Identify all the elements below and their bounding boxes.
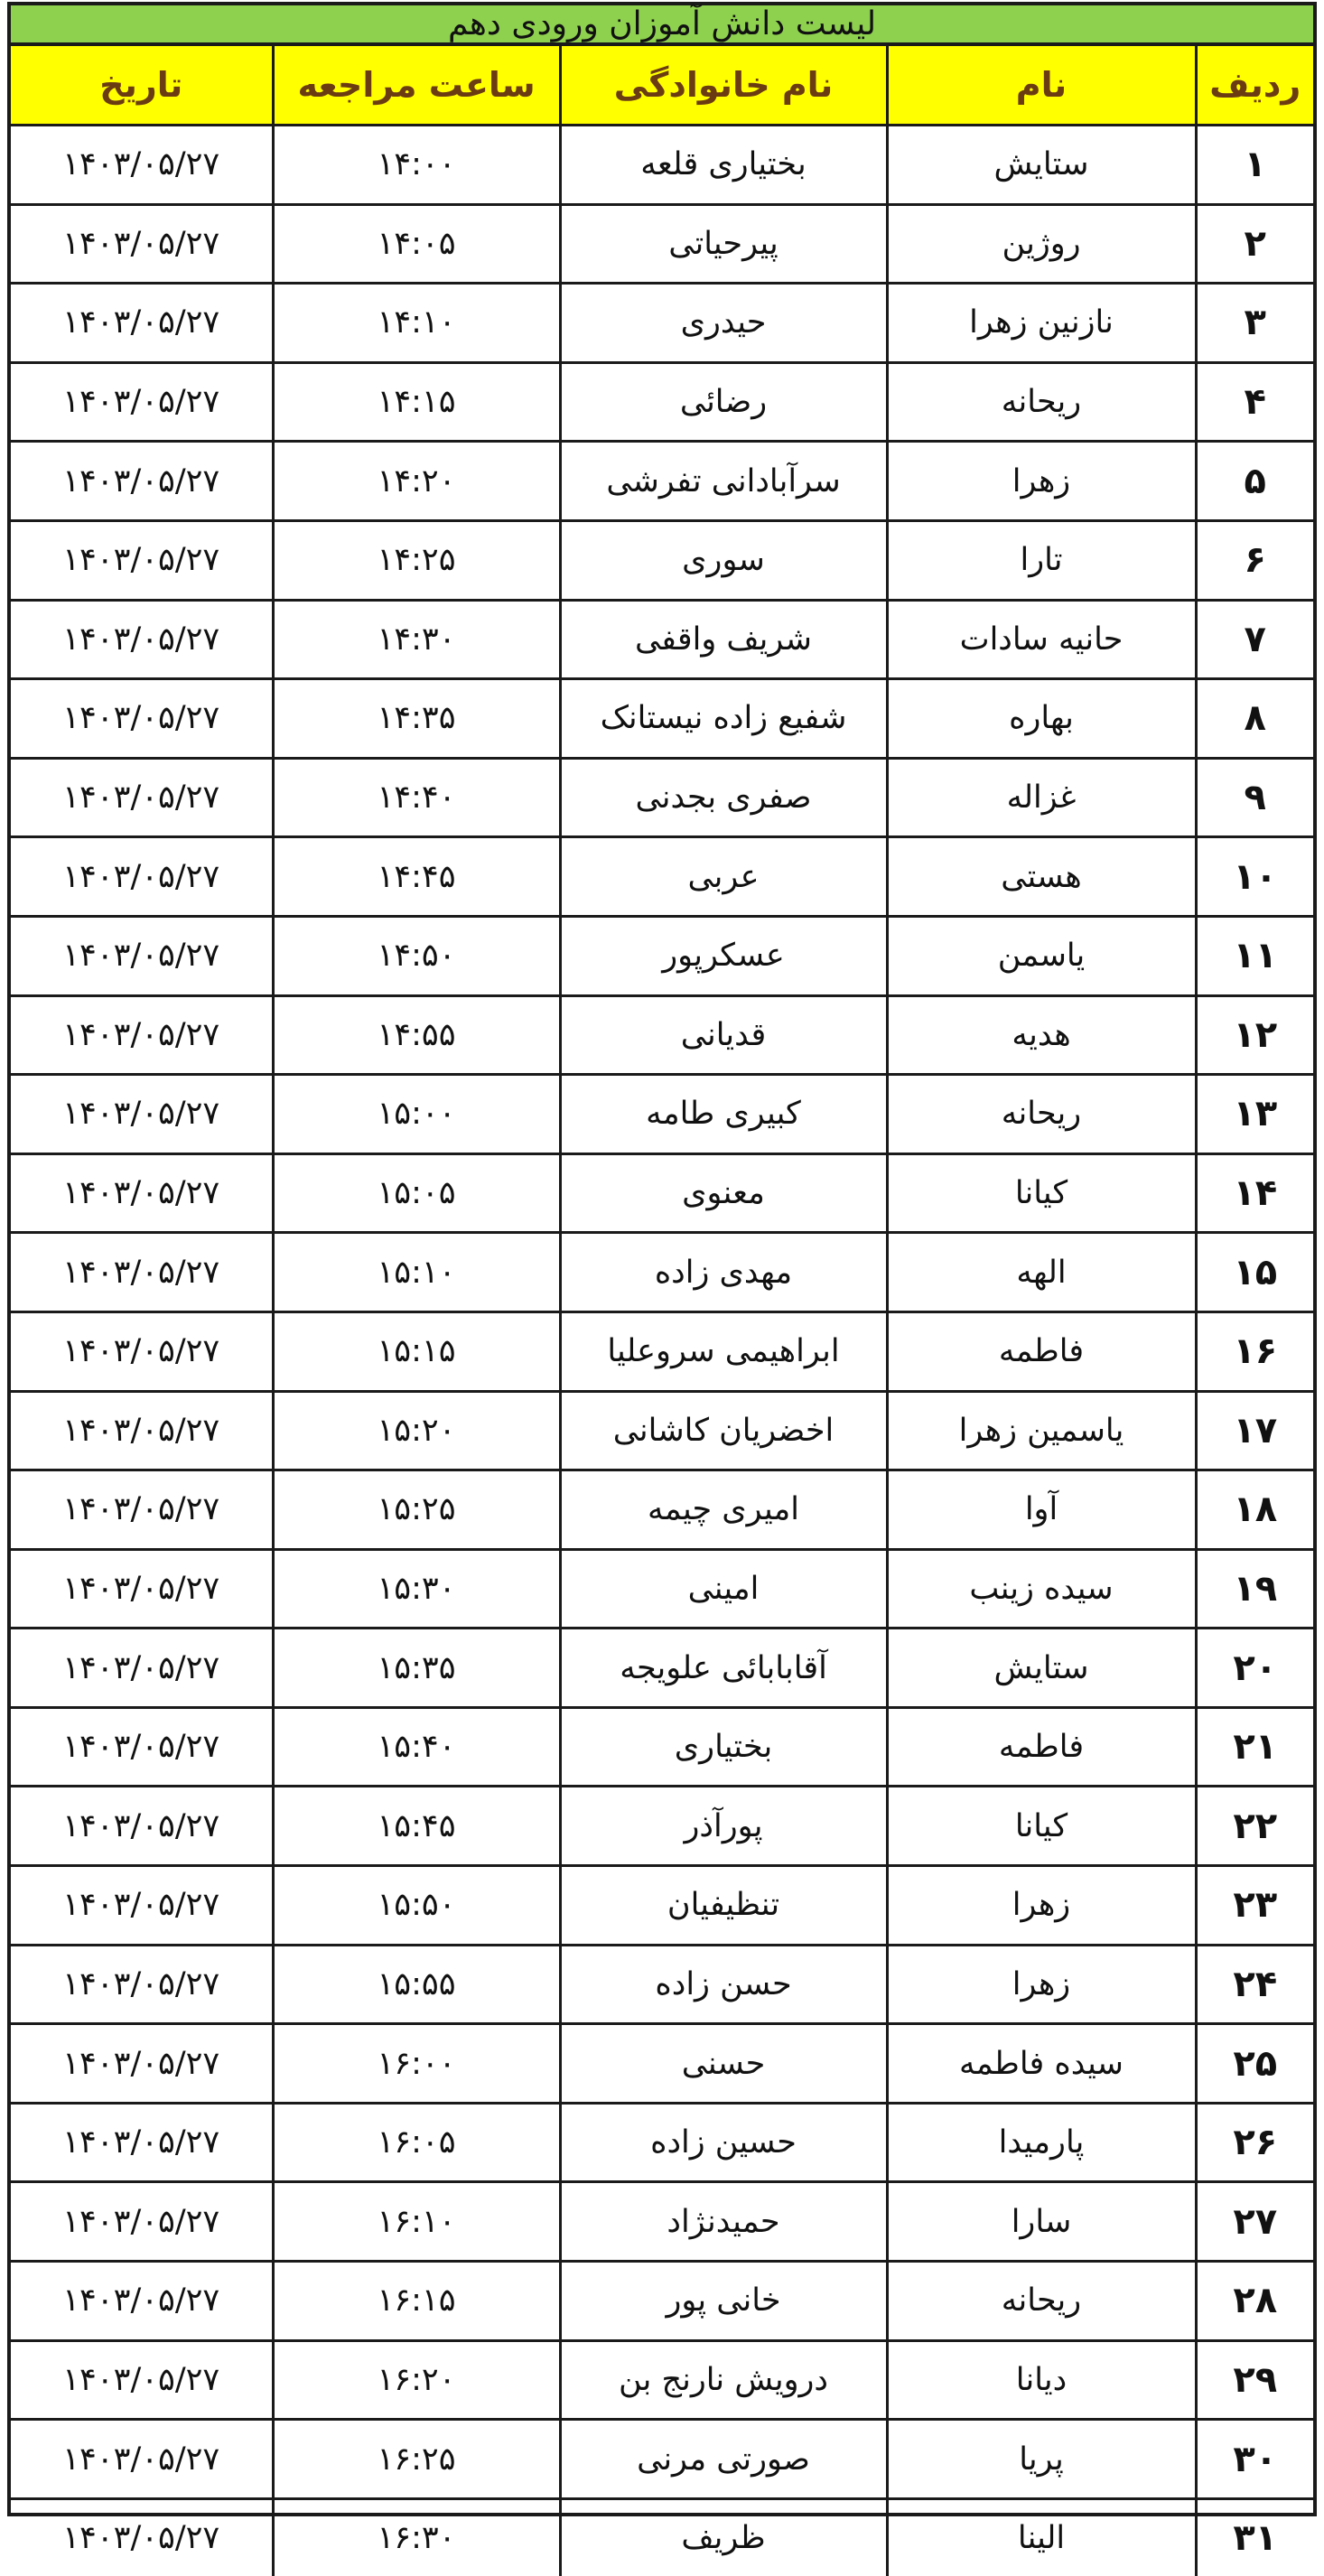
visit-time-cell: ۱۵:۰۵ (273, 1153, 560, 1233)
row-number-cell: ۳۱ (1196, 2498, 1313, 2576)
visit-time-cell: ۱۶:۰۰ (273, 2024, 560, 2104)
family-name-cell: سوری (560, 520, 887, 600)
date-cell: ۱۴۰۳/۰۵/۲۷ (11, 2024, 273, 2104)
family-name-cell: حسنی (560, 2024, 887, 2104)
visit-time-cell: ۱۶:۳۰ (273, 2498, 560, 2576)
first-name-cell: سیده فاطمه (887, 2024, 1196, 2104)
first-name-cell: فاطمه (887, 1311, 1196, 1391)
table-row (11, 1311, 1313, 1391)
family-name-cell: امینی (560, 1549, 887, 1629)
row-number-cell: ۳ (1196, 284, 1313, 363)
row-number-cell: ۴ (1196, 362, 1313, 442)
row-number-cell: ۱۲ (1196, 995, 1313, 1075)
date-cell: ۱۴۰۳/۰۵/۲۷ (11, 1707, 273, 1787)
family-name-cell: پیرحیاتی (560, 204, 887, 284)
row-number-cell: ۱۰ (1196, 837, 1313, 917)
date-cell: ۱۴۰۳/۰۵/۲۷ (11, 1153, 273, 1233)
row-number-cell: ۳۰ (1196, 2420, 1313, 2499)
table-row (11, 995, 1313, 1075)
visit-time-cell: ۱۴:۰۵ (273, 204, 560, 284)
table-row (11, 284, 1313, 363)
visit-time-cell: ۱۴:۲۰ (273, 442, 560, 521)
student-table (11, 46, 1313, 2576)
visit-time-cell: ۱۴:۰۰ (273, 126, 560, 205)
table-header (11, 46, 1313, 126)
date-cell: ۱۴۰۳/۰۵/۲۷ (11, 362, 273, 442)
first-name-cell: نازنین زهرا (887, 284, 1196, 363)
row-number-cell: ۷ (1196, 600, 1313, 679)
first-name-cell: دیانا (887, 2340, 1196, 2420)
first-name-cell: پریا (887, 2420, 1196, 2499)
row-number-cell: ۱۶ (1196, 1311, 1313, 1391)
header-family-name: نام خانوادگی (560, 46, 887, 126)
table-row (11, 1153, 1313, 1233)
date-cell: ۱۴۰۳/۰۵/۲۷ (11, 1866, 273, 1946)
first-name-cell: روژین (887, 204, 1196, 284)
first-name-cell: هستی (887, 837, 1196, 917)
first-name-cell: زهرا (887, 1866, 1196, 1946)
date-cell: ۱۴۰۳/۰۵/۲۷ (11, 1075, 273, 1154)
family-name-cell: اخضریان کاشانی (560, 1391, 887, 1470)
table-row (11, 204, 1313, 284)
row-number-cell: ۲ (1196, 204, 1313, 284)
first-name-cell: سارا (887, 2182, 1196, 2262)
header-date: تاریخ (11, 46, 273, 126)
family-name-cell: قدیانی (560, 995, 887, 1075)
table-row (11, 520, 1313, 600)
first-name-cell: فاطمه (887, 1707, 1196, 1787)
first-name-cell: یاسمن (887, 916, 1196, 995)
visit-time-cell: ۱۵:۳۵ (273, 1629, 560, 1708)
first-name-cell: بهاره (887, 679, 1196, 759)
family-name-cell: تنظیفیان (560, 1866, 887, 1946)
family-name-cell: حمیدنژاد (560, 2182, 887, 2262)
table-row (11, 1391, 1313, 1470)
table-row (11, 2340, 1313, 2420)
row-number-cell: ۱۹ (1196, 1549, 1313, 1629)
visit-time-cell: ۱۴:۱۰ (273, 284, 560, 363)
table-row (11, 2024, 1313, 2104)
date-cell: ۱۴۰۳/۰۵/۲۷ (11, 916, 273, 995)
table-row (11, 1629, 1313, 1708)
family-name-cell: حسن زاده (560, 1945, 887, 2024)
date-cell: ۱۴۰۳/۰۵/۲۷ (11, 1549, 273, 1629)
table-row (11, 758, 1313, 837)
row-number-cell: ۲۳ (1196, 1866, 1313, 1946)
table-row (11, 442, 1313, 521)
family-name-cell: شریف واقفی (560, 600, 887, 679)
visit-time-cell: ۱۵:۵۰ (273, 1866, 560, 1946)
table-row (11, 2498, 1313, 2576)
table-row (11, 2182, 1313, 2262)
family-name-cell: بختیاری (560, 1707, 887, 1787)
visit-time-cell: ۱۴:۵۵ (273, 995, 560, 1075)
header-row (11, 46, 1313, 126)
table-row (11, 1945, 1313, 2024)
table-body (11, 126, 1313, 2576)
table-row (11, 679, 1313, 759)
date-cell: ۱۴۰۳/۰۵/۲۷ (11, 1233, 273, 1312)
family-name-cell: خانی پور (560, 2262, 887, 2341)
first-name-cell: الینا (887, 2498, 1196, 2576)
table-row (11, 837, 1313, 917)
row-number-cell: ۱۳ (1196, 1075, 1313, 1154)
visit-time-cell: ۱۵:۵۵ (273, 1945, 560, 2024)
date-cell: ۱۴۰۳/۰۵/۲۷ (11, 442, 273, 521)
date-cell: ۱۴۰۳/۰۵/۲۷ (11, 1945, 273, 2024)
first-name-cell: ستایش (887, 126, 1196, 205)
date-cell: ۱۴۰۳/۰۵/۲۷ (11, 520, 273, 600)
date-cell: ۱۴۰۳/۰۵/۲۷ (11, 758, 273, 837)
student-list-sheet (7, 2, 1317, 2516)
family-name-cell: عربی (560, 837, 887, 917)
row-number-cell: ۲۸ (1196, 2262, 1313, 2341)
family-name-cell: مهدی زاده (560, 1233, 887, 1312)
row-number-cell: ۱۴ (1196, 1153, 1313, 1233)
page-title: لیست دانش آموزان ورودی دهم (11, 5, 1313, 46)
date-cell: ۱۴۰۳/۰۵/۲۷ (11, 2420, 273, 2499)
family-name-cell: شفیع زاده نیستانک (560, 679, 887, 759)
date-cell: ۱۴۰۳/۰۵/۲۷ (11, 837, 273, 917)
family-name-cell: معنوی (560, 1153, 887, 1233)
row-number-cell: ۵ (1196, 442, 1313, 521)
visit-time-cell: ۱۴:۴۵ (273, 837, 560, 917)
visit-time-cell: ۱۶:۱۵ (273, 2262, 560, 2341)
table-row (11, 1233, 1313, 1312)
family-name-cell: حیدری (560, 284, 887, 363)
date-cell: ۱۴۰۳/۰۵/۲۷ (11, 2498, 273, 2576)
date-cell: ۱۴۰۳/۰۵/۲۷ (11, 1391, 273, 1470)
visit-time-cell: ۱۴:۱۵ (273, 362, 560, 442)
visit-time-cell: ۱۵:۴۵ (273, 1787, 560, 1866)
first-name-cell: حانیه سادات (887, 600, 1196, 679)
first-name-cell: ستایش (887, 1629, 1196, 1708)
row-number-cell: ۶ (1196, 520, 1313, 600)
visit-time-cell: ۱۵:۰۰ (273, 1075, 560, 1154)
row-number-cell: ۱۱ (1196, 916, 1313, 995)
family-name-cell: عسکرپور (560, 916, 887, 995)
visit-time-cell: ۱۶:۲۰ (273, 2340, 560, 2420)
family-name-cell: کبیری طامه (560, 1075, 887, 1154)
family-name-cell: آقابابائی علویجه (560, 1629, 887, 1708)
table-row (11, 2103, 1313, 2182)
row-number-cell: ۹ (1196, 758, 1313, 837)
family-name-cell: امیری چیمه (560, 1470, 887, 1550)
row-number-cell: ۲۱ (1196, 1707, 1313, 1787)
first-name-cell: تارا (887, 520, 1196, 600)
visit-time-cell: ۱۵:۴۰ (273, 1707, 560, 1787)
first-name-cell: کیانا (887, 1787, 1196, 1866)
family-name-cell: ابراهیمی سروعلیا (560, 1311, 887, 1391)
date-cell: ۱۴۰۳/۰۵/۲۷ (11, 2103, 273, 2182)
visit-time-cell: ۱۶:۲۵ (273, 2420, 560, 2499)
table-row (11, 1075, 1313, 1154)
date-cell: ۱۴۰۳/۰۵/۲۷ (11, 204, 273, 284)
family-name-cell: رضائی (560, 362, 887, 442)
row-number-cell: ۸ (1196, 679, 1313, 759)
first-name-cell: ریحانه (887, 2262, 1196, 2341)
table-row (11, 1866, 1313, 1946)
first-name-cell: الهه (887, 1233, 1196, 1312)
visit-time-cell: ۱۶:۰۵ (273, 2103, 560, 2182)
family-name-cell: صورتی مرنی (560, 2420, 887, 2499)
date-cell: ۱۴۰۳/۰۵/۲۷ (11, 2182, 273, 2262)
row-number-cell: ۲۷ (1196, 2182, 1313, 2262)
date-cell: ۱۴۰۳/۰۵/۲۷ (11, 284, 273, 363)
row-number-cell: ۲۰ (1196, 1629, 1313, 1708)
first-name-cell: آوا (887, 1470, 1196, 1550)
date-cell: ۱۴۰۳/۰۵/۲۷ (11, 2340, 273, 2420)
table-row (11, 362, 1313, 442)
table-row (11, 1470, 1313, 1550)
visit-time-cell: ۱۵:۲۰ (273, 1391, 560, 1470)
first-name-cell: کیانا (887, 1153, 1196, 1233)
row-number-cell: ۲۵ (1196, 2024, 1313, 2104)
date-cell: ۱۴۰۳/۰۵/۲۷ (11, 995, 273, 1075)
row-number-cell: ۱ (1196, 126, 1313, 205)
visit-time-cell: ۱۵:۱۵ (273, 1311, 560, 1391)
table-row (11, 1549, 1313, 1629)
first-name-cell: هدیه (887, 995, 1196, 1075)
row-number-cell: ۱۵ (1196, 1233, 1313, 1312)
table-row (11, 2420, 1313, 2499)
row-number-cell: ۲۹ (1196, 2340, 1313, 2420)
date-cell: ۱۴۰۳/۰۵/۲۷ (11, 1311, 273, 1391)
first-name-cell: پارمیدا (887, 2103, 1196, 2182)
first-name-cell: زهرا (887, 1945, 1196, 2024)
header-visit-time: ساعت مراجعه (273, 46, 560, 126)
visit-time-cell: ۱۴:۳۵ (273, 679, 560, 759)
family-name-cell: ظریف (560, 2498, 887, 2576)
row-number-cell: ۲۲ (1196, 1787, 1313, 1866)
header-first-name: نام (887, 46, 1196, 126)
family-name-cell: سرآبادانی تفرشی (560, 442, 887, 521)
table-row (11, 2262, 1313, 2341)
row-number-cell: ۲۶ (1196, 2103, 1313, 2182)
date-cell: ۱۴۰۳/۰۵/۲۷ (11, 1470, 273, 1550)
first-name-cell: سیده زینب (887, 1549, 1196, 1629)
visit-time-cell: ۱۶:۱۰ (273, 2182, 560, 2262)
visit-time-cell: ۱۴:۵۰ (273, 916, 560, 995)
first-name-cell: ریحانه (887, 362, 1196, 442)
family-name-cell: پورآذر (560, 1787, 887, 1866)
family-name-cell: صفری بجدنی (560, 758, 887, 837)
table-row (11, 1707, 1313, 1787)
visit-time-cell: ۱۵:۲۵ (273, 1470, 560, 1550)
table-row (11, 126, 1313, 205)
row-number-cell: ۱۷ (1196, 1391, 1313, 1470)
visit-time-cell: ۱۴:۳۰ (273, 600, 560, 679)
header-row-number: ردیف (1196, 46, 1313, 126)
first-name-cell: ریحانه (887, 1075, 1196, 1154)
first-name-cell: یاسمین زهرا (887, 1391, 1196, 1470)
visit-time-cell: ۱۴:۲۵ (273, 520, 560, 600)
date-cell: ۱۴۰۳/۰۵/۲۷ (11, 2262, 273, 2341)
visit-time-cell: ۱۵:۳۰ (273, 1549, 560, 1629)
table-row (11, 916, 1313, 995)
family-name-cell: حسین زاده (560, 2103, 887, 2182)
row-number-cell: ۲۴ (1196, 1945, 1313, 2024)
row-number-cell: ۱۸ (1196, 1470, 1313, 1550)
first-name-cell: غزاله (887, 758, 1196, 837)
visit-time-cell: ۱۵:۱۰ (273, 1233, 560, 1312)
family-name-cell: درویش نارنج بن (560, 2340, 887, 2420)
visit-time-cell: ۱۴:۴۰ (273, 758, 560, 837)
date-cell: ۱۴۰۳/۰۵/۲۷ (11, 126, 273, 205)
date-cell: ۱۴۰۳/۰۵/۲۷ (11, 1629, 273, 1708)
table-row (11, 600, 1313, 679)
family-name-cell: بختیاری قلعه (560, 126, 887, 205)
date-cell: ۱۴۰۳/۰۵/۲۷ (11, 600, 273, 679)
date-cell: ۱۴۰۳/۰۵/۲۷ (11, 679, 273, 759)
table-row (11, 1787, 1313, 1866)
date-cell: ۱۴۰۳/۰۵/۲۷ (11, 1787, 273, 1866)
first-name-cell: زهرا (887, 442, 1196, 521)
